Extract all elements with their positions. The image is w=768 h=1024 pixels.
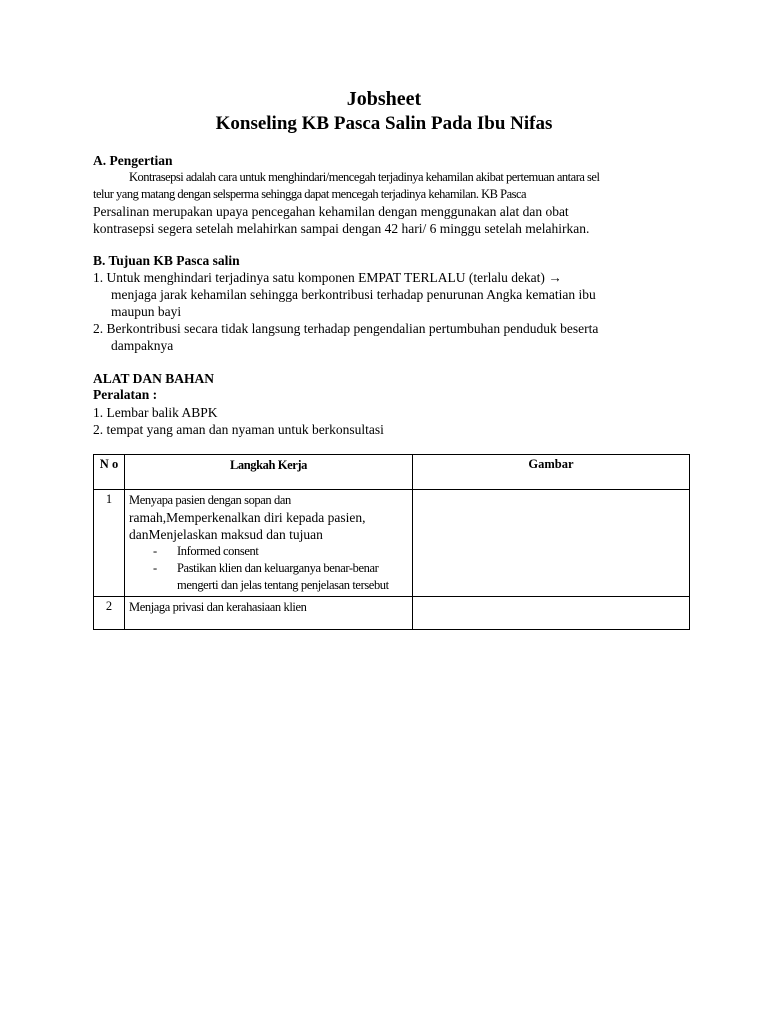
document-title: Jobsheet <box>346 88 422 110</box>
section-a-line-4: kontrasepsi segera setelah melahirkan sampai dengan 42 hari/ 6 minggu setelah melahirkan. <box>93 221 590 236</box>
row-2-no: 2 <box>94 597 125 630</box>
row-1-step <box>125 490 413 597</box>
header-no: N o <box>94 455 125 490</box>
section-a-line-1: Kontrasepsi adalah cara untuk menghindari/mencegah terjadinya kehamilan akibat pertemuan antara sel <box>129 170 600 184</box>
alat-item-1: 1. Lembar balik ABPK <box>93 405 218 420</box>
table-row <box>94 490 690 597</box>
row-1-sub-2 <box>129 560 408 594</box>
row-1-sub-1 <box>129 543 408 560</box>
row-1-line-1: Menyapa pasien dengan sopan dan <box>129 493 291 507</box>
section-b-line-1: 1. Untuk menghindari terjadinya satu komponen EMPAT TERLALU (terlalu dekat) → <box>93 270 562 285</box>
table-header-row <box>94 455 690 490</box>
section-b-line-4: 2. Berkontribusi secara tidak langsung terhadap pengendalian pertumbuhan penduduk beserta <box>93 321 599 336</box>
steps-table <box>93 454 690 630</box>
row-2-image-cell <box>413 597 690 630</box>
section-b-line-3: maupun bayi <box>111 304 182 319</box>
alat-item-2: 2. tempat yang aman dan nyaman untuk berkonsultasi <box>93 422 384 437</box>
row-1-line-3: danMenjelaskan maksud dan tujuan <box>129 527 323 542</box>
row-1-sub-2-dash: - <box>153 561 157 575</box>
header-langkah-kerja: Langkah Kerja <box>125 455 413 490</box>
section-a-line-2: telur yang matang dengan selsperma sehingga dapat mencegah terjadinya kehamilan. KB Pasca <box>93 187 527 201</box>
section-a-line-3: Persalinan merupakan upaya pencegahan kehamilan dengan menggunakan alat dan obat <box>93 204 569 219</box>
row-2-line-1: Menjaga privasi dan kerahasiaan klien <box>129 600 307 614</box>
row-1-image-cell <box>413 490 690 597</box>
row-1-line-2: ramah,Memperkenalkan diri kepada pasien, <box>129 510 366 525</box>
peralatan-subheading: Peralatan : <box>93 387 158 402</box>
section-b-line-2: menjaga jarak kehamilan sehingga berkontribusi terhadap penurunan Angka kematian ibu <box>111 287 596 302</box>
row-1-sub-1-text: Informed consent <box>177 544 259 558</box>
section-b-heading: B. Tujuan KB Pasca salin <box>93 253 240 268</box>
section-b-line-5: dampaknya <box>111 338 174 353</box>
alat-heading: ALAT DAN BAHAN <box>93 371 215 386</box>
row-1-no: 1 <box>94 490 125 597</box>
document-subtitle: Konseling KB Pasca Salin Pada Ibu Nifas <box>215 113 553 134</box>
header-gambar: Gambar <box>413 455 690 490</box>
table-row <box>94 597 690 630</box>
row-1-sub-2-text: Pastikan klien dan keluarganya benar-benar mengerti dan jelas tentang penjelasan tersebut <box>177 561 389 592</box>
row-2-step <box>125 597 413 630</box>
section-a-heading: A. Pengertian <box>93 153 173 168</box>
row-1-sub-1-dash: - <box>153 544 157 558</box>
